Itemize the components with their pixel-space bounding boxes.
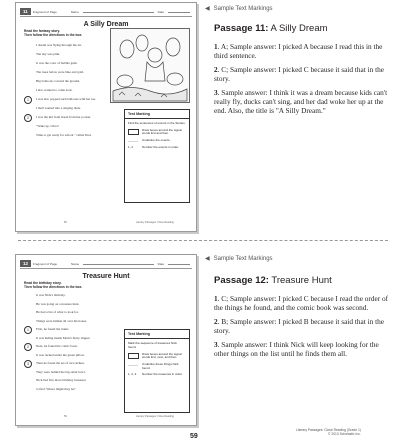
- date-line: [168, 8, 190, 13]
- story-illustration: [110, 28, 190, 103]
- page-number: 59: [190, 433, 198, 440]
- marker-number-1: 1: [24, 96, 32, 104]
- story-line: Big balloons covered the ground.: [36, 79, 80, 83]
- story-line: He was going on a treasure hunt.: [36, 301, 80, 306]
- answer-item: 3. Sample answer: I think it was a dream because kids can't really fly, ducks can't sing, and her dad woke her up at the end. Also, the title is "A Silly Dream.": [214, 88, 388, 115]
- date-label: Date: [157, 9, 164, 14]
- answers-heading: Passage 12: Treasure Hunt: [214, 275, 332, 286]
- passage-title: A Silly Dream: [83, 21, 129, 28]
- illustration-image: [111, 29, 189, 102]
- triangle-left-icon: ◀: [205, 6, 210, 12]
- story-line: Things were hidden all over his house.: [36, 318, 87, 323]
- passage-label: Fragment of Page: [33, 261, 58, 266]
- test-marking-title: Test Marking: [125, 330, 189, 339]
- box-symbol: [128, 353, 142, 361]
- answer-item: 2. B; Sample answer: I picked B because it said that in the story.: [214, 317, 385, 335]
- marking-row: ______ Underline the events.: [128, 138, 171, 143]
- story-line: "Wake up, Libra!: [36, 124, 59, 128]
- worksheet-footer: Literary Passages: Close Reading: [136, 221, 174, 224]
- worksheet-header: [20, 259, 192, 269]
- marking-row: Draw boxes around the signal words first, next, and then.: [125, 351, 189, 362]
- story-line: He had a list of what to look for.: [36, 310, 79, 314]
- sample-caption: ◀ Sample Text Markings: [205, 6, 273, 12]
- story-line: It was tucked under the green pillow.: [36, 352, 85, 357]
- answers-passage-11: [214, 23, 394, 120]
- name-label: Name: [70, 9, 79, 14]
- story-line: Nick had five more birthday treasures: [36, 378, 86, 382]
- worksheet-header: [20, 7, 192, 17]
- section-separator: [18, 240, 388, 241]
- marking-row: 1, 2, 3 Number the treasures in order.: [128, 372, 183, 377]
- worksheet-page-12: [15, 254, 197, 426]
- directions: Read the fantasy story. Then follow the directions in the box.: [24, 29, 83, 38]
- story-line: I was the kid from bread from her pocket.: [36, 115, 92, 119]
- passage-number: 12: [20, 260, 31, 267]
- answer-item: 2. C; Sample answer: I picked C because it said that in the story.: [214, 65, 385, 83]
- story-line: Then he found the set of race strikes.: [36, 361, 85, 365]
- date-label: Date: [157, 261, 164, 266]
- story-line: First, he found the trains.: [36, 327, 70, 331]
- worksheet-page-number: 59: [64, 415, 67, 418]
- name-line: [83, 260, 154, 265]
- story-line: to find. Where might they be?: [36, 386, 76, 391]
- story-line: I dream was flying through the air.: [36, 43, 82, 47]
- story-line: It was the color of bubble gum.: [36, 61, 78, 65]
- test-marking-instructions: Find the sentences of events in the Stories.: [128, 121, 186, 125]
- story-line: Next, he found the comic book.: [36, 344, 78, 348]
- story-line: Time to get ready for school," called Dad.: [36, 133, 92, 137]
- story-line: I was also popped such balloons with her toe.: [36, 97, 96, 101]
- story-text: [36, 43, 116, 142]
- worksheet-footer: Literary Passages: Close Reading: [136, 415, 174, 418]
- story-line: They were behind the big salad bowl.: [36, 369, 86, 374]
- answers-passage-12: [214, 275, 394, 363]
- story-line: I also wanted to come look.: [36, 88, 73, 92]
- worksheet-page-11: [15, 2, 197, 232]
- directions: Read the birthday story. Then follow the directions in the box.: [24, 281, 83, 290]
- marking-row: Draw boxes around the signal words first and then.: [125, 127, 189, 138]
- name-line: [83, 8, 154, 13]
- date-line: [168, 260, 190, 265]
- test-marking-instructions: Mark the sequence of treasures Nick found.: [128, 341, 177, 349]
- passage-title: Treasure Hunt: [82, 273, 130, 280]
- story-text: [36, 293, 116, 395]
- story-line: It was Nick's birthday.: [36, 293, 66, 297]
- story-line: I melt wanted into a singing duck.: [36, 106, 81, 110]
- marking-row: 1, 2 Number the events in order.: [128, 144, 180, 149]
- answer-item: 3. Sample answer: I think Nick will keep looking for the other things on the list until he finds them all.: [214, 340, 379, 358]
- marker-number-1: 1: [24, 326, 32, 334]
- marker-number-3: 3: [24, 360, 32, 368]
- passage-label: Fragment of Page: [32, 9, 57, 14]
- answer-item: 1. A; Sample answer: I picked A because I read this in the third sentence.: [214, 42, 383, 60]
- story-line: The trees below were blue and gold.: [36, 70, 84, 74]
- sample-caption: ◀ Sample Text Markings: [205, 256, 273, 262]
- test-marking-box: [124, 329, 190, 413]
- story-line: It was hiding inside Mom's fuzzy slipper.: [36, 335, 91, 340]
- marking-row: ______ Underline these things Nick found.: [128, 362, 179, 370]
- triangle-left-icon: ◀: [205, 256, 210, 262]
- box-symbol: [128, 129, 142, 137]
- marker-number-2: 2: [24, 343, 32, 351]
- copyright-credit: Literary Passages: Close Reading (Grade 1) © 2013 Scholastic Inc.: [296, 428, 361, 437]
- story-line: The sky was pink.: [36, 52, 60, 56]
- test-marking-box: [124, 109, 190, 203]
- passage-number: 11: [20, 8, 31, 15]
- worksheet-page-number: 58: [64, 221, 67, 224]
- name-label: Name: [71, 261, 80, 266]
- answer-item: 1. C; Sample answer: I picked C because I read the order of the things he found, and the comic book was second.: [214, 294, 389, 312]
- marker-number-2: 2: [24, 114, 32, 122]
- test-marking-title: Test Marking: [125, 110, 189, 119]
- answers-heading: Passage 11: A Silly Dream: [214, 23, 328, 34]
